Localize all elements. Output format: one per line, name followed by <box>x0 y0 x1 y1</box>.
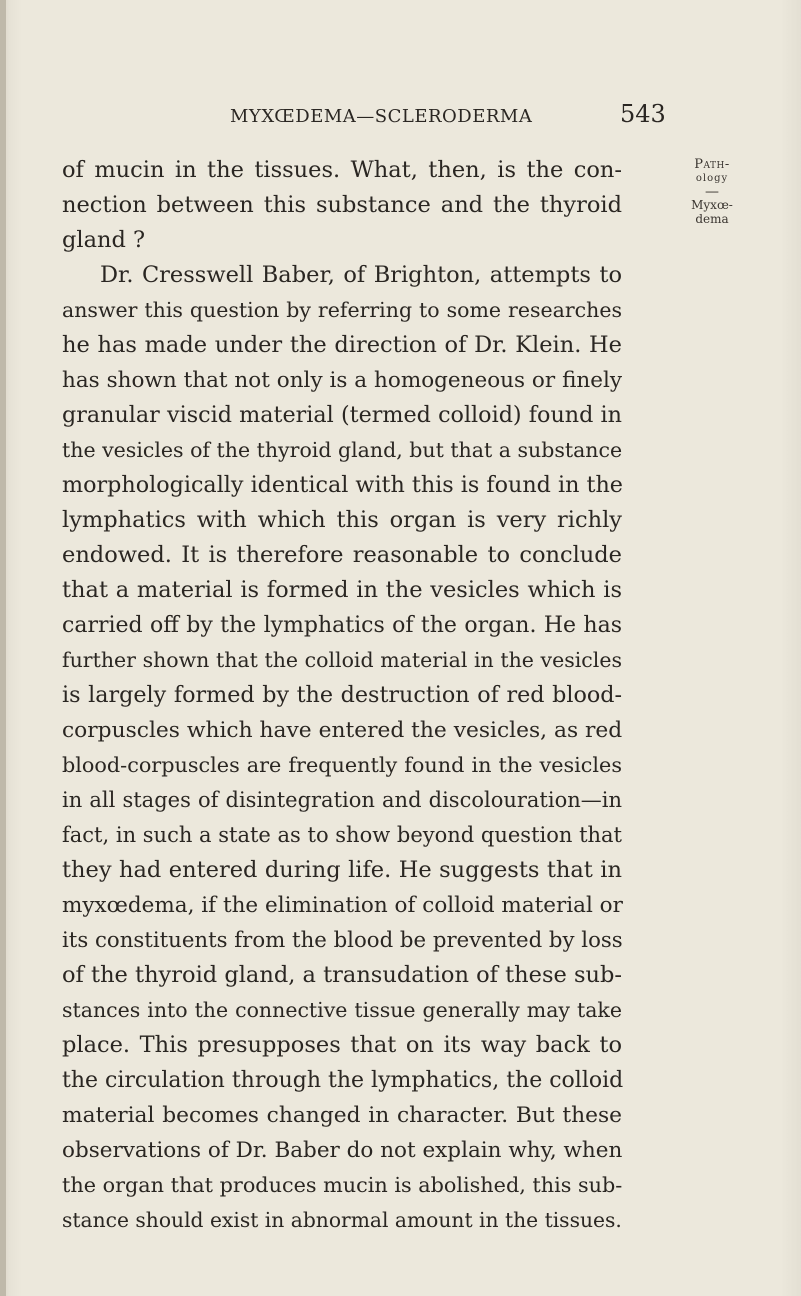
text-line: they had entered during life. He suggests that in <box>62 857 622 883</box>
margin-note-line-4: Myxœ- <box>691 198 733 212</box>
text-line: endowed. It is therefore reasonable to conclude <box>62 542 622 568</box>
text-line: the circulation through the lymphatics, the colloid <box>62 1068 624 1093</box>
margin-note-line-2: ology <box>695 173 729 184</box>
text-line: is largely formed by the destruction of red blood- <box>62 682 622 708</box>
text-line: morphologically identical with this is found in the <box>62 472 623 498</box>
text-line: corpuscles which have entered the vesicles, as red <box>62 718 623 743</box>
running-head: MYXŒDEMA—SCLERODERMA <box>230 106 533 127</box>
text-line: granular viscid material (termed colloid) found in <box>62 402 622 428</box>
page-binding-edge <box>0 0 6 1296</box>
text-line: observations of Dr. Baber do not explain why, when <box>62 1138 623 1163</box>
text-line: fact, in such a state as to show beyond question that <box>62 823 622 847</box>
text-line: place. This presupposes that on its way back to <box>62 1032 622 1058</box>
text-line: further shown that the colloid material in the vesicles <box>62 648 622 672</box>
text-line: blood-corpuscles are frequently found in the vesicles <box>62 753 622 777</box>
text-line: Dr. Cresswell Baber, of Brighton, attempts to <box>100 262 622 288</box>
text-line: gland ? <box>62 227 146 253</box>
text-line: answer this question by referring to some researches <box>62 298 622 322</box>
text-line: he has made under the direction of Dr. Klein. He <box>62 332 622 358</box>
text-line: that a material is formed in the vesicles which is <box>62 577 622 603</box>
body-text <box>62 153 622 1238</box>
text-line: myxœdema, if the elimination of colloid material or <box>62 893 623 918</box>
text-line: of mucin in the tissues. What, then, is the con- <box>62 157 622 183</box>
text-line: carried off by the lymphatics of the organ. He has <box>62 613 622 638</box>
text-line: in all stages of disintegration and discolouration—in <box>62 788 622 812</box>
text-line: nection between this substance and the thyroid <box>62 192 622 218</box>
text-line: material becomes changed in character. But these <box>62 1103 622 1128</box>
text-line: stance should exist in abnormal amount in the tissues. <box>62 1208 622 1232</box>
text-line: the organ that produces mucin is abolished, this sub- <box>62 1173 623 1197</box>
text-line: stances into the connective tissue generally may take <box>62 998 622 1022</box>
margin-note-line-3: — <box>705 184 719 200</box>
text-line: its constituents from the blood be prevented by loss <box>62 928 623 953</box>
text-line: lymphatics with which this organ is very richly <box>62 507 622 533</box>
text-line: the vesicles of the thyroid gland, but that a substance <box>62 438 623 462</box>
text-line: of the thyroid gland, a transudation of these sub- <box>62 962 623 988</box>
text-line: has shown that not only is a homogeneous or finely <box>62 368 622 393</box>
margin-note <box>682 158 742 226</box>
margin-note-line-1: Path- <box>694 157 730 172</box>
page-number: 543 <box>620 100 666 128</box>
margin-note-line-5: dema <box>695 212 729 226</box>
